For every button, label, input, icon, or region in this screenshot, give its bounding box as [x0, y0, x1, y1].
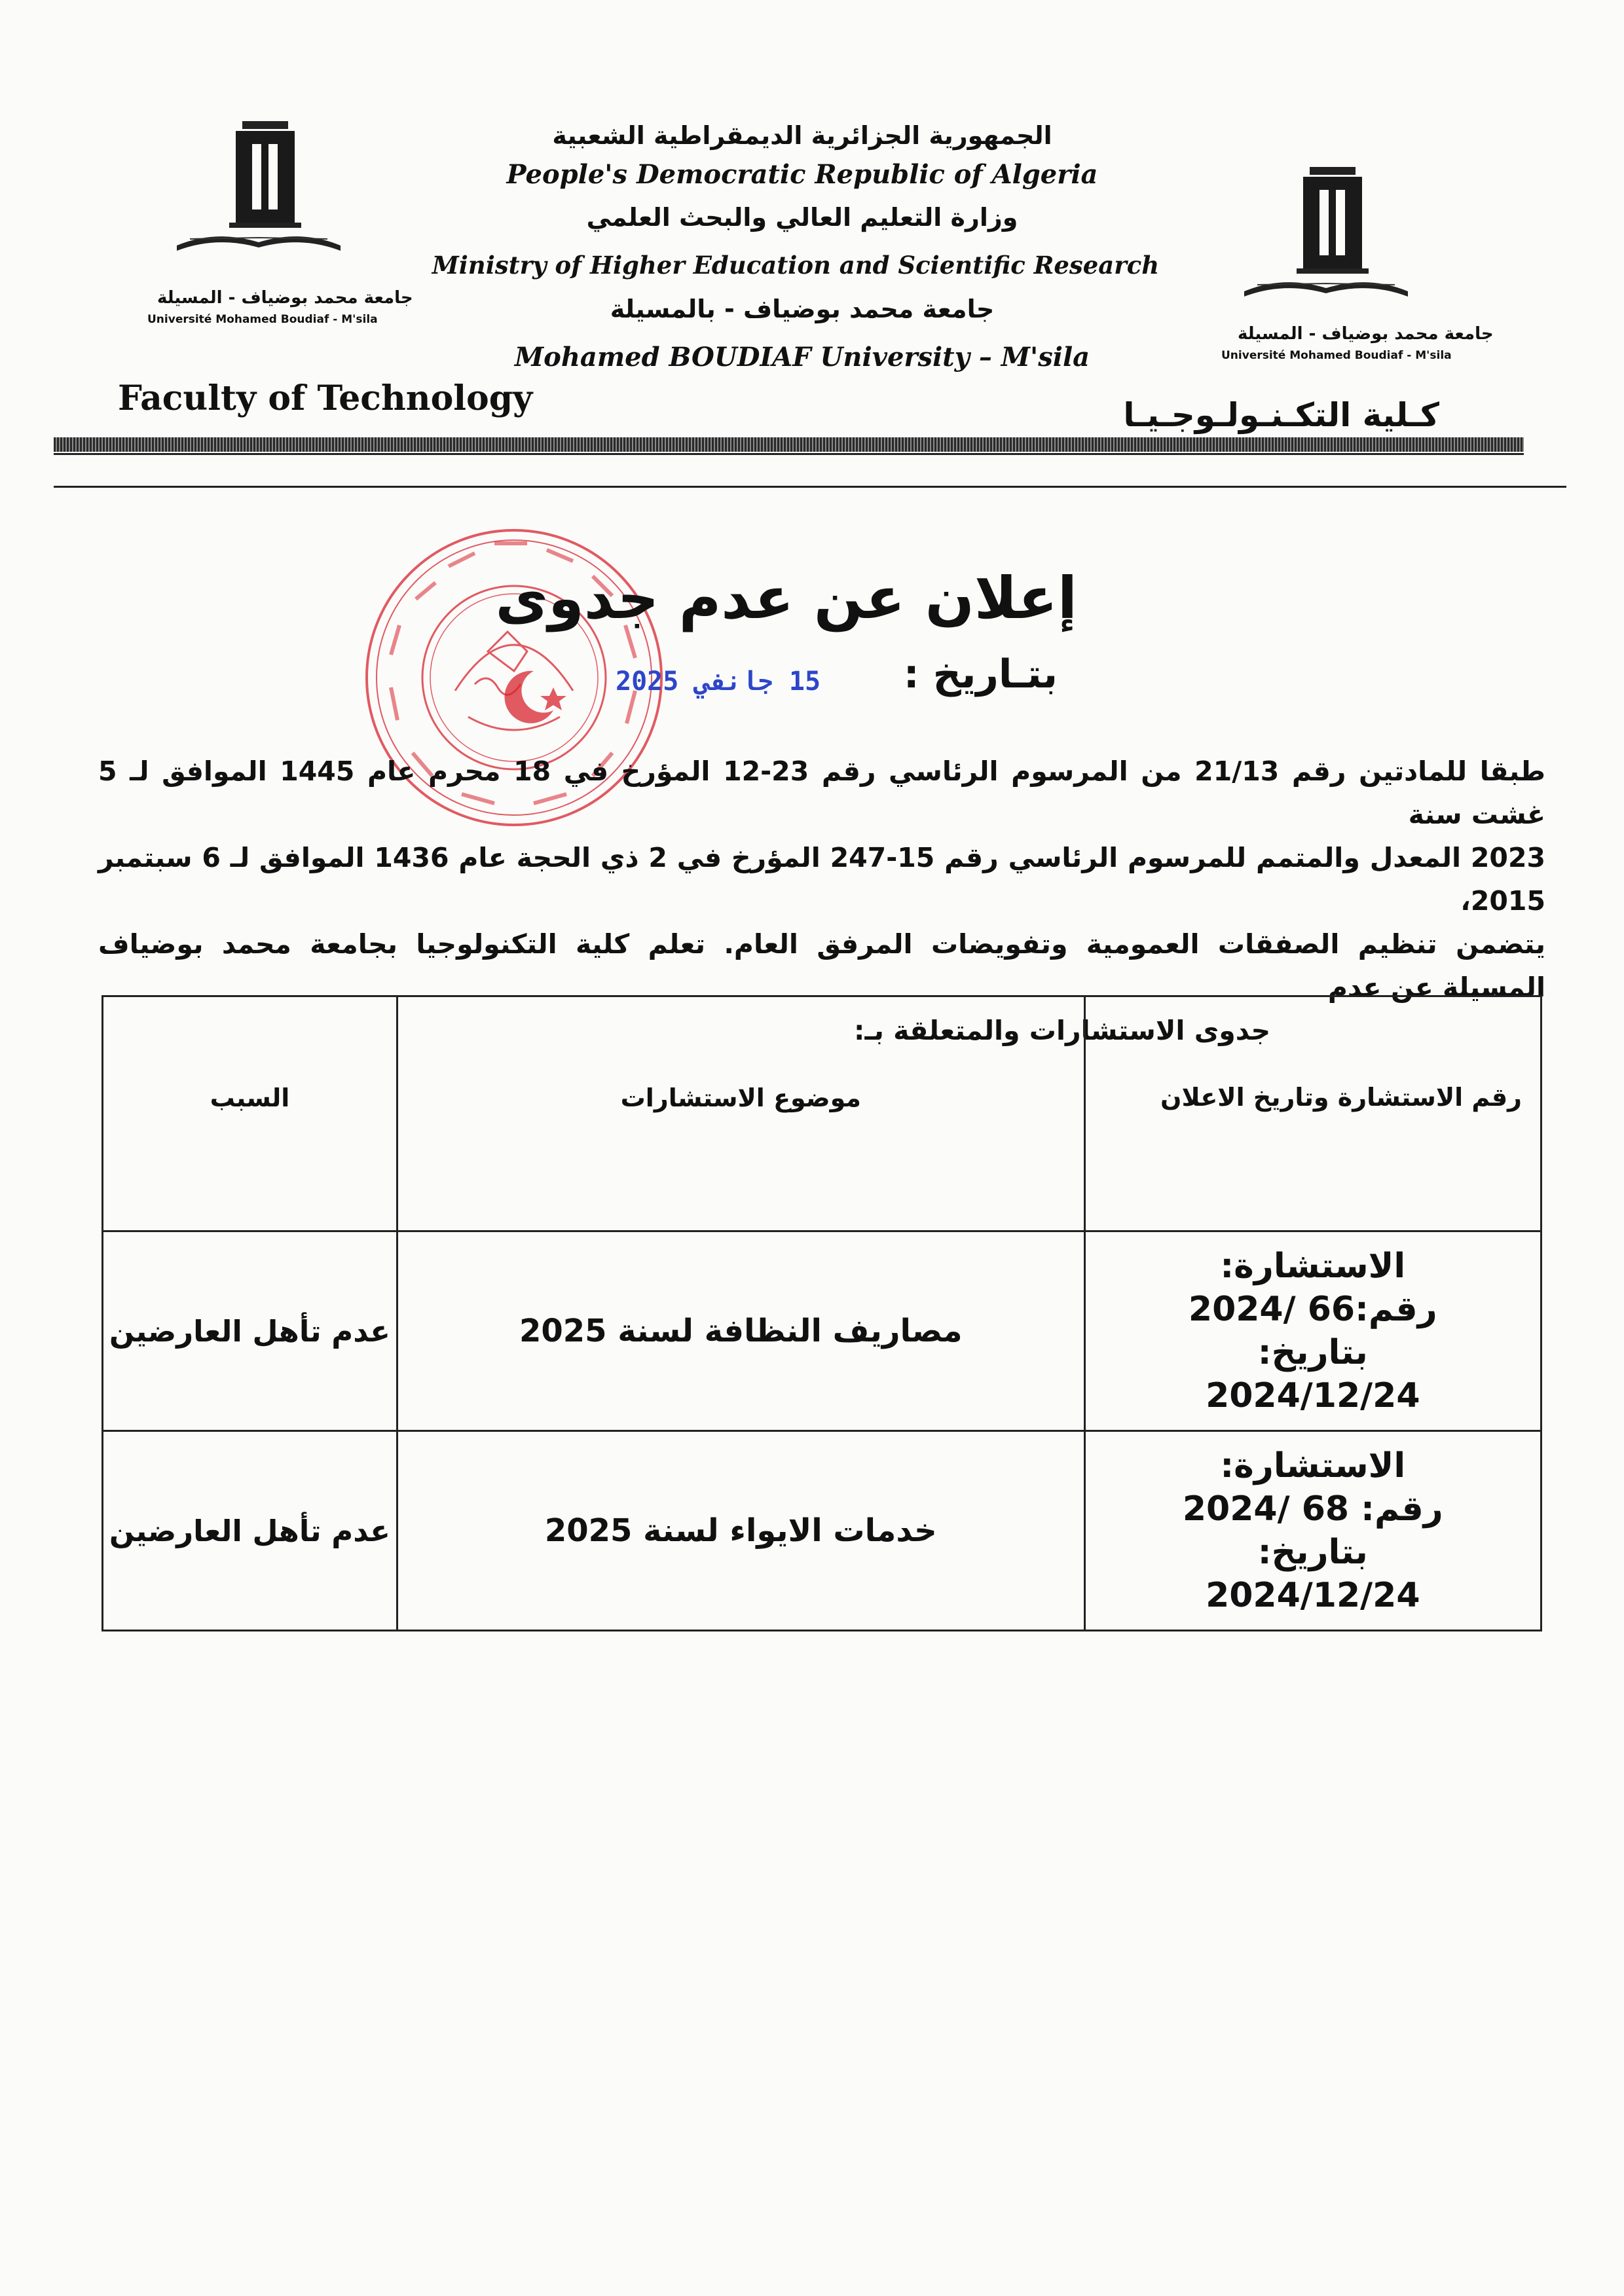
cell-number-date: [1084, 1231, 1541, 1431]
republic-ar: الجمهورية الجزائرية الديمقراطية الشعبية: [552, 121, 1052, 150]
header-rule-bottom: [54, 486, 1566, 488]
header-rule-thin: [54, 453, 1524, 455]
notice-title: إعلان عن عدم جدوى: [495, 564, 1077, 632]
consultation-number: رقم:66 /2024: [1188, 1290, 1437, 1329]
cell-reason: عدم تأهل العارضين: [103, 1231, 397, 1431]
consultation-date-label: بتاريخ:: [1257, 1333, 1368, 1372]
header-number-date: رقم الاستشارة وتاريخ الاعلان: [1084, 996, 1541, 1231]
ministry-en: Ministry of Higher Education and Scientific Research: [432, 251, 1160, 280]
header-rule-thick: [54, 437, 1524, 452]
paragraph-line: 2023 المعدل والمتمم للمرسوم الرئاسي رقم 15-247 المؤرخ في 2 ذي الحجة عام 1436 الموافق لـ 6 سبتمبر 2015،: [98, 842, 1546, 917]
table-header-row: [103, 996, 1541, 1231]
header-reason: السبب: [103, 996, 397, 1231]
faculty-name-en: Faculty of Technology: [118, 378, 533, 418]
faculty-name-ar: كـلية التكـنـولـوجـيـا: [1123, 396, 1439, 434]
paragraph-line: طبقا للمادتين رقم 21/13 من المرسوم الرئاسي رقم 23-12 المؤرخ في 18 محرم عام 1445 الموافق لـ 5 غشت سنة: [98, 756, 1545, 830]
table-row: [103, 1231, 1541, 1431]
logo-caption-fr-left: Université Mohamed Boudiaf - M'sila: [147, 313, 378, 326]
consultation-date-label: بتاريخ:: [1257, 1533, 1368, 1572]
cell-subject: خدمات الايواء لسنة 2025: [397, 1431, 1084, 1631]
consultation-date: 2024/12/24: [1206, 1376, 1420, 1415]
cell-number-date: [1084, 1431, 1541, 1631]
paragraph-line: يتضمن تنظيم الصفقات العمومية وتفويضات المرفق العام. تعلم كلية التكنولوجيا بجامعة محمد بوضياف المسيلة عن عدم: [98, 928, 1545, 1003]
consultation-number: رقم: 68 /2024: [1182, 1489, 1443, 1529]
university-tower-logo-right: [1231, 154, 1421, 311]
cell-reason: عدم تأهل العارضين: [103, 1431, 397, 1631]
ministry-ar: وزارة التعليم العالي والبحث العلمي: [586, 203, 1018, 232]
logo-caption-ar-left: جامعة محمد بوضياف - المسيلة: [157, 288, 413, 308]
logo-caption-fr-right: Université Mohamed Boudiaf - M'sila: [1221, 349, 1452, 362]
consultation-label: الاستشارة:: [1220, 1446, 1406, 1485]
cell-subject: مصاريف النظافة لسنة 2025: [397, 1231, 1084, 1431]
consultation-label: الاستشارة:: [1220, 1247, 1406, 1286]
republic-en: People's Democratic Republic of Algeria: [506, 159, 1098, 190]
university-tower-logo-left: [164, 108, 354, 265]
date-stamp: 15 جانفي 2025: [616, 666, 821, 697]
university-ar: جامعة محمد بوضياف - بالمسيلة: [610, 295, 995, 323]
date-label: بتـاريخ :: [903, 651, 1058, 697]
header-subject: موضوع الاستشارات: [397, 996, 1084, 1231]
university-en: Mohamed BOUDIAF University – M'sila: [514, 342, 1090, 373]
logo-caption-ar-right: جامعة محمد بوضياف - المسيلة: [1238, 324, 1494, 344]
consultation-date: 2024/12/24: [1206, 1576, 1420, 1615]
paragraph-line: جدوى الاستشارات والمتعلقة بـ:: [854, 1015, 1270, 1046]
consultations-table: [101, 995, 1542, 1631]
table-row: [103, 1431, 1541, 1631]
